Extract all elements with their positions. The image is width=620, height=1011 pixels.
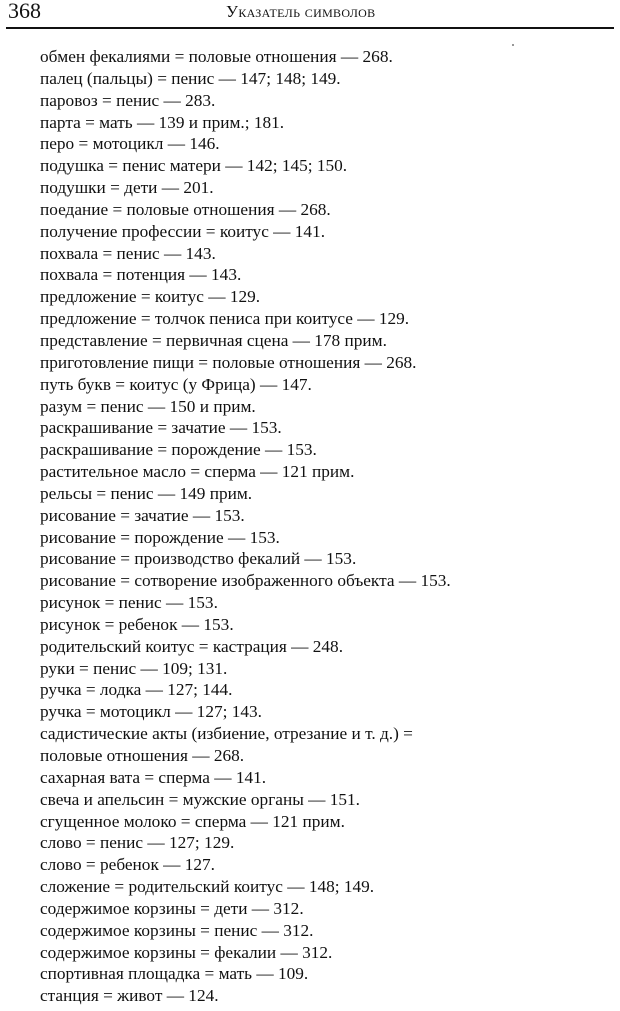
index-entry: подушки = дети — 201. bbox=[40, 178, 214, 198]
index-entry: содержимое корзины = фекалии — 312. bbox=[40, 942, 333, 962]
index-entry: поедание = половые отношения — 268. bbox=[40, 199, 331, 219]
index-entry: предложение = толчок пениса при коитусе — 129. bbox=[40, 309, 410, 329]
index-entry: рельсы = пенис — 149 прим. bbox=[40, 483, 253, 503]
index-entry: содержимое корзины = дети — 312. bbox=[40, 898, 304, 918]
index-entries bbox=[40, 46, 610, 1007]
index-entry: раскрашивание = порождение — 153. bbox=[40, 440, 317, 460]
index-entry: приготовление пищи = половые отношения — 268. bbox=[40, 352, 417, 372]
index-entry: сложение = родительский коитус — 148; 149. bbox=[40, 877, 375, 897]
index-entry: сахарная вата = сперма — 141. bbox=[40, 767, 267, 787]
index-entry: сгущенное молоко = сперма — 121 прим. bbox=[40, 811, 345, 831]
index-entry: перо = мотоцикл — 146. bbox=[40, 134, 220, 154]
index-entry: ручка = мотоцикл — 127; 143. bbox=[40, 702, 262, 722]
index-entry: палец (пальцы) = пенис — 147; 148; 149. bbox=[40, 68, 341, 88]
index-entry: ручка = лодка — 127; 144. bbox=[40, 680, 233, 700]
index-entry: слово = пенис — 127; 129. bbox=[40, 833, 235, 853]
page-header bbox=[6, 0, 614, 26]
index-entry: рисование = порождение — 153. bbox=[40, 527, 280, 547]
index-entry: разум = пенис — 150 и прим. bbox=[40, 396, 256, 416]
index-entry: паровоз = пенис — 283. bbox=[40, 90, 216, 110]
index-entry: похвала = потенция — 143. bbox=[40, 265, 242, 285]
index-entry: станция = живот — 124. bbox=[40, 986, 219, 1006]
index-entry: растительное масло = сперма — 121 прим. bbox=[40, 462, 355, 482]
index-entry: содержимое корзины = пенис — 312. bbox=[40, 920, 314, 940]
index-entry: раскрашивание = зачатие — 153. bbox=[40, 418, 282, 438]
index-entry: спортивная площадка = мать — 109. bbox=[40, 964, 309, 984]
index-entry: представление = первичная сцена — 178 прим. bbox=[40, 330, 387, 350]
index-entry: парта = мать — 139 и прим.; 181. bbox=[40, 112, 285, 132]
index-entry: руки = пенис — 109; 131. bbox=[40, 658, 228, 678]
index-entry: рисование = сотворение изображенного объекта — 153. bbox=[40, 571, 451, 591]
index-entry: родительский коитус = кастрация — 248. bbox=[40, 636, 344, 656]
index-entry: предложение = коитус — 129. bbox=[40, 287, 261, 307]
index-entry: садистические акты (избиение, отрезание и т. д.) = bbox=[40, 724, 413, 744]
page-number: 368 bbox=[8, 0, 41, 23]
index-entry: рисование = зачатие — 153. bbox=[40, 505, 245, 525]
running-title: Указатель символов bbox=[226, 2, 376, 21]
header-rule bbox=[6, 27, 614, 29]
index-entry: путь букв = коитус (у Фрица) — 147. bbox=[40, 374, 312, 394]
index-entry: получение профессии = коитус — 141. bbox=[40, 221, 326, 241]
index-entry: свеча и апельсин = мужские органы — 151. bbox=[40, 789, 360, 809]
index-entry: похвала = пенис — 143. bbox=[40, 243, 216, 263]
index-entry: подушка = пенис матери — 142; 145; 150. bbox=[40, 156, 348, 176]
index-entry: рисование = производство фекалий — 153. bbox=[40, 549, 357, 569]
index-entry: слово = ребенок — 127. bbox=[40, 855, 215, 875]
index-entry: обмен фекалиями = половые отношения — 268. bbox=[40, 47, 393, 66]
index-entry: половые отношения — 268. bbox=[40, 746, 245, 765]
index-entry: рисунок = ребенок — 153. bbox=[40, 614, 234, 634]
index-entry: рисунок = пенис — 153. bbox=[40, 593, 218, 613]
